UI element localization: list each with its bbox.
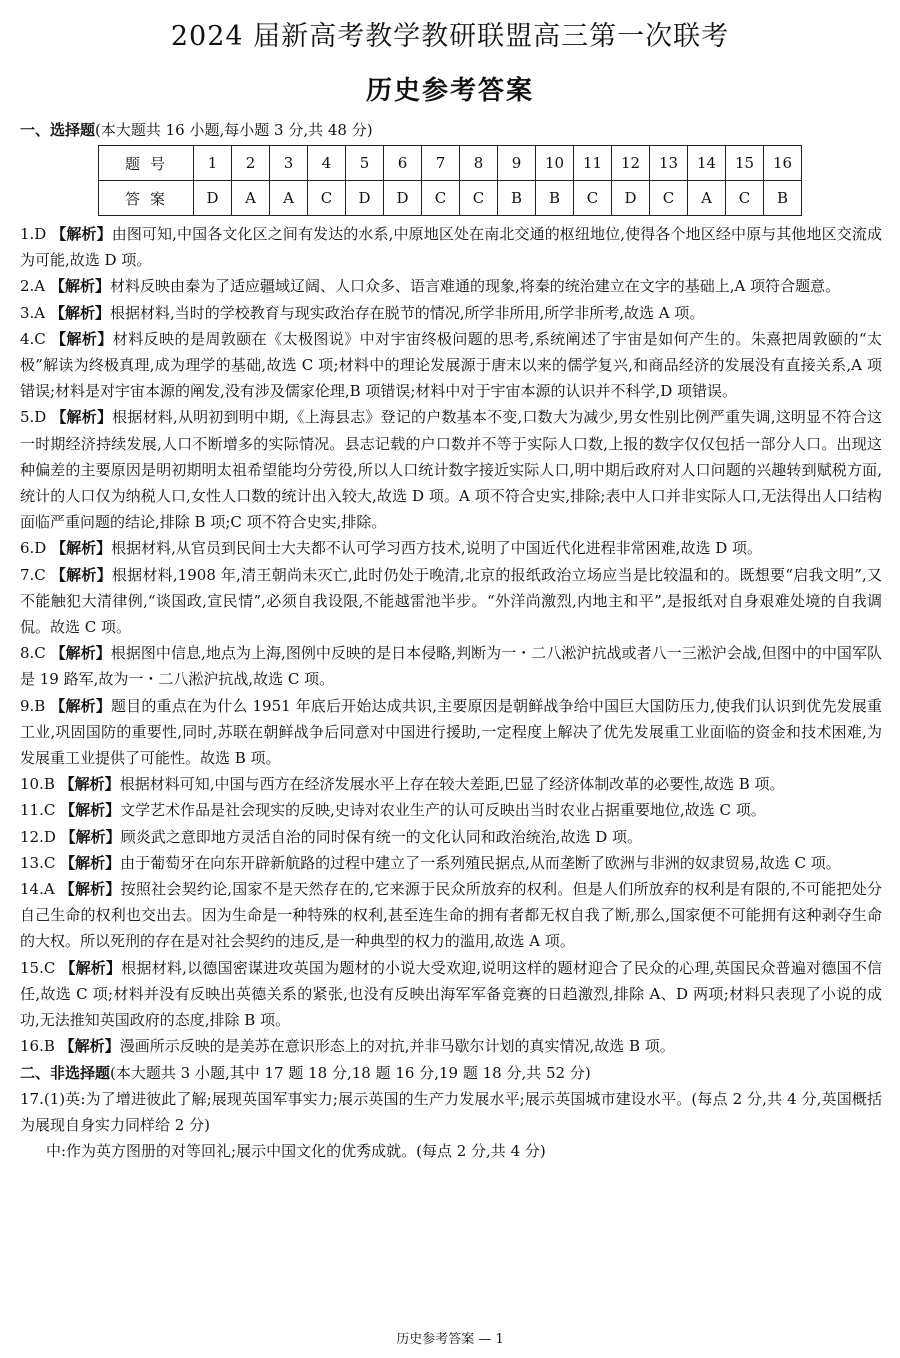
analysis-tag: 【解析】: [50, 565, 112, 584]
answer-cell: C: [460, 181, 498, 216]
analysis-text: 根据材料,当时的学校教育与现实政治存在脱节的情况,所学非所用,所学非所考,故选 A 项。: [109, 303, 705, 322]
analysis-text: 由图可知,中国各文化区之间有发达的水系,中原地区处在南北交通的枢纽地位,使得各个地区经中原与其他地区交流成为可能,故选 D 项。: [20, 225, 882, 270]
question-number-cell: 3: [270, 146, 308, 181]
analysis-tag: 【解析】: [59, 880, 121, 899]
question-answer-key: 5.D: [20, 408, 47, 427]
question-answer-key: 1.D: [20, 225, 47, 243]
analysis-text: 顾炎武之意即地方灵活自治的同时保有统一的文化认同和政治统治,故选 D 项。: [120, 827, 643, 846]
document-subtitle: 历史参考答案: [365, 76, 534, 106]
section-2-title: 二、非选择题: [20, 1063, 111, 1082]
analysis-tag: 【解析】: [60, 801, 121, 820]
explanation-item: [20, 1033, 882, 1059]
question-number-cell: 16: [764, 146, 802, 181]
question-answer-key: 2.A: [20, 277, 46, 296]
explanation-item: [20, 300, 882, 326]
analysis-tag: 【解析】: [51, 225, 112, 243]
question-number-cell: 8: [460, 146, 498, 181]
question-answer-key: 7.C: [20, 565, 46, 584]
question-number-cell: 15: [726, 146, 764, 181]
answer-cell: A: [688, 181, 726, 216]
analysis-tag: 【解析】: [51, 408, 113, 427]
question-number-cell: 1: [194, 146, 232, 181]
answer-cell: C: [726, 181, 764, 216]
answer-cell: C: [650, 181, 688, 216]
question-number-cell: 11: [574, 146, 612, 181]
analysis-text: 材料反映的是周敦颐在《太极图说》中对宇宙终极问题的思考,系统阐述了宇宙是如何产生的。朱熹把周敦颐的“太极”解读为终极真理,成为理学的基础,故选 C 项;材料中的理论发展源于唐末以来的儒学复兴,和商品经济的发展没有直接关系,A 项错误;材料是对宇宙本源的阐发,没有涉及儒家伦理,B 项错误;材料中对于宇宙本源的认识并不科学,D 项错误。: [20, 329, 882, 401]
explanation-item: [20, 797, 882, 823]
analysis-text: 漫画所示反映的是美苏在意识形态上的对抗,并非马歇尔计划的真实情况,故选 B 项。: [119, 1037, 675, 1056]
analysis-text: 根据图中信息,地点为上海,图例中反映的是日本侵略,判断为一・二八淞沪抗战或者八一三淞沪会战,但图中的中国军队是 19 路军,故为一・二八淞沪抗战,故选 C 项。: [20, 644, 882, 689]
question-number-cell: 12: [612, 146, 650, 181]
question-number-cell: 5: [346, 146, 384, 181]
question-answer-key: 12.D: [20, 827, 56, 846]
answer-table-number-row: [99, 146, 802, 181]
answer-cell: B: [764, 181, 802, 216]
question-answer-key: 6.D: [20, 539, 47, 558]
analysis-tag: 【解析】: [49, 303, 110, 322]
analysis-text: 材料反映由秦为了适应疆域辽阔、人口众多、语言难通的现象,将秦的统治建立在文字的基础上,A 项符合题意。: [109, 277, 841, 296]
answer-cell: D: [194, 181, 232, 216]
question-answer-key: 4.C: [20, 329, 46, 348]
number-row-label: 题号: [99, 146, 194, 181]
answer-cell: A: [270, 181, 308, 216]
q17-part1-answer: 17.(1)英:为了增进彼此了解;展现英国军事实力;展示英国的生产力发展水平;展示英国城市建设水平。(每点 2 分,共 4 分,英国概括为展现自身实力同样给 2 分): [20, 1089, 882, 1134]
answer-cell: C: [574, 181, 612, 216]
question-number-cell: 4: [308, 146, 346, 181]
analysis-tag: 【解析】: [51, 539, 112, 558]
analysis-text: 根据材料,从明初到明中期,《上海县志》登记的户数基本不变,口数大为减少,男女性别比例严重失调,这明显不符合这一时期经济持续发展,人口不断增多的实际情况。县志记载的户口数并不等于实际人口数,上报的数字仅仅包括一部分人口。出现这种偏差的主要原因是明初期明太祖希望能均分劳役,所以人口统计数字接近实际人口,明中期后政府对人口问题的兴趣转到赋税方面,统计的人口仅为纳税人口,女性人口数的统计出入较大,故选 D 项。A 项不符合史实,排除;表中人口并非实际人口,无法得出人口结构面临严重问题的结论,排除 B 项;C 项不符合史实,排除。: [20, 408, 882, 532]
analysis-tag: 【解析】: [60, 853, 121, 872]
answer-cell: D: [384, 181, 422, 216]
section-2-note: (本大题共 3 小题,其中 17 题 18 分,18 题 16 分,19 题 18 分,共 52 分): [110, 1063, 591, 1082]
answer-cell: D: [612, 181, 650, 216]
analysis-tag: 【解析】: [51, 329, 113, 348]
explanation-item: [20, 221, 882, 273]
section-1-title: 一、选择题: [20, 121, 96, 139]
question-answer-key: 15.C: [20, 958, 56, 977]
explanation-item: [20, 535, 882, 561]
question-answer-key: 10.B: [20, 775, 55, 794]
answer-cell: B: [498, 181, 536, 216]
explanation-item: [20, 876, 882, 955]
question-number-cell: 9: [498, 146, 536, 181]
question-answer-key: 9.B: [20, 696, 46, 715]
explanation-item: [20, 404, 882, 535]
answer-table: [98, 145, 802, 216]
question-answer-key: 11.C: [20, 801, 56, 820]
analysis-tag: 【解析】: [49, 277, 110, 296]
analysis-text: 按照社会契约论,国家不是天然存在的,它来源于民众所放弃的权利。但是人们所放弃的权利是有限的,不可能把处分自己生命的权利也交出去。因为生命是一种特殊的权利,甚至连生命的拥有者都无权自我了断,那么,国家便不可能拥有这种剥夺生命的大权。所以死刑的存在是对社会契约的违反,是一种典型的权力的滥用,故选 A 项。: [20, 880, 882, 951]
explanation-item: [20, 824, 882, 850]
question-number-cell: 13: [650, 146, 688, 181]
question-number-cell: 2: [232, 146, 270, 181]
question-answer-key: 13.C: [20, 853, 56, 872]
explanation-item: [20, 640, 882, 692]
explanation-item: [20, 273, 882, 299]
answer-cell: B: [536, 181, 574, 216]
question-answer-key: 8.C: [20, 644, 46, 663]
question-answer-key: 16.B: [20, 1037, 55, 1056]
answer-row-label: 答案: [99, 181, 194, 216]
explanation-item: [20, 693, 882, 772]
analysis-tag: 【解析】: [60, 958, 122, 977]
question-number-cell: 10: [536, 146, 574, 181]
analysis-text: 由于葡萄牙在向东开辟新航路的过程中建立了一系列殖民据点,从而垄断了欧洲与非洲的奴隶贸易,故选 C 项。: [120, 853, 841, 872]
question-number-cell: 7: [422, 146, 460, 181]
analysis-text: 根据材料,从官员到民间士大夫都不认可学习西方技术,说明了中国近代化进程非常困难,故选 D 项。: [111, 539, 763, 558]
page-footer: 历史参考答案 — 1: [396, 1332, 504, 1347]
analysis-text: 根据材料,1908 年,清王朝尚未灭亡,此时仍处于晚清,北京的报纸政治立场应当是比较温和的。既想要“启我文明”,又不能触犯大清律例,“谈国政,宣民情”,必须自我设限,不能越雷池半步。“外洋尚激烈,内地主和平”,是报纸对自身艰难处境的自我调侃。故选 C 项。: [20, 565, 882, 637]
answer-cell: C: [422, 181, 460, 216]
exam-title: 2024 届新高考教学教研联盟高三第一次联考: [170, 21, 730, 52]
analysis-tag: 【解析】: [59, 775, 120, 794]
answer-cell: D: [346, 181, 384, 216]
analysis-text: 文学艺术作品是社会现实的反映,史诗对农业生产的认可反映出当时农业占据重要地位,故选 C 项。: [120, 801, 766, 820]
question-number-cell: 14: [688, 146, 726, 181]
explanation-item: [20, 771, 882, 797]
question-number-cell: 6: [384, 146, 422, 181]
explanation-list: [20, 221, 882, 1164]
analysis-text: 根据材料,以德国密谋进攻英国为题材的小说大受欢迎,说明这样的题材迎合了民众的心理,英国民众普遍对德国不信任,故选 C 项;材料并没有反映出英德关系的紧张,也没有反映出海军军备竞赛的日趋激烈,排除 A、D 两项;材料只表现了小说的成功,无法推知英国政府的态度,排除 B 项。: [20, 958, 882, 1030]
q17-part1-answer-china: 中:作为英方图册的对等回礼;展示中国文化的优秀成就。(每点 2 分,共 4 分): [46, 1142, 546, 1161]
explanation-item: [20, 850, 882, 876]
analysis-tag: 【解析】: [50, 696, 111, 715]
question-answer-key: 3.A: [20, 303, 46, 322]
analysis-tag: 【解析】: [50, 644, 111, 663]
question-answer-key: 14.A: [20, 880, 55, 899]
answer-cell: C: [308, 181, 346, 216]
analysis-tag: 【解析】: [60, 827, 121, 846]
analysis-tag: 【解析】: [59, 1037, 120, 1056]
answer-cell: A: [232, 181, 270, 216]
explanation-item: [20, 326, 882, 405]
explanation-item: [20, 562, 882, 641]
explanation-item: [20, 955, 882, 1034]
section-1-note: (本大题共 16 小题,每小题 3 分,共 48 分): [95, 121, 373, 139]
section-1-heading: [20, 119, 373, 140]
analysis-text: 题目的重点在为什么 1951 年底后开始达成共识,主要原因是朝鲜战争给中国巨大国防压力,使我们认识到优先发展重工业,巩固国防的重要性,同时,苏联在朝鲜战争后同意对中国进行援助,一定程度上解决了优先发展重工业面临的资金和技术困难,为发展重工业提供了可能性。故选 B 项。: [20, 696, 882, 768]
section-2-heading: [20, 1060, 882, 1086]
answer-table-answer-row: [99, 181, 802, 216]
analysis-text: 根据材料可知,中国与西方在经济发展水平上存在较大差距,巴显了经济体制改革的必要性,故选 B 项。: [119, 775, 785, 794]
